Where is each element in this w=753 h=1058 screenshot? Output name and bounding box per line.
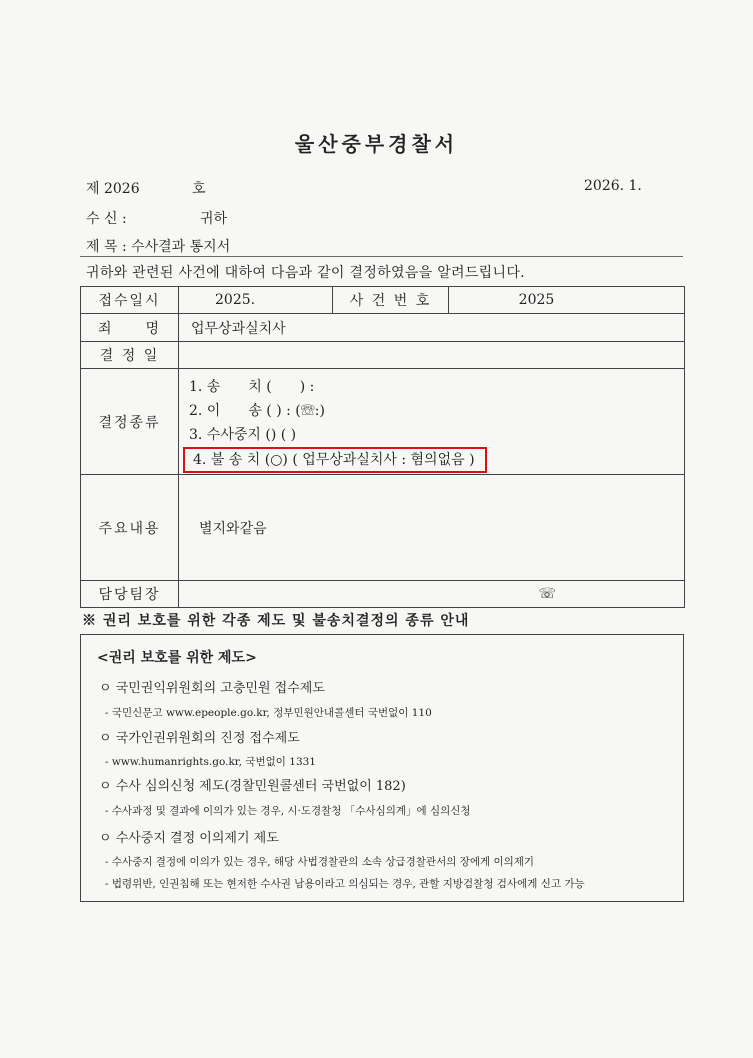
case-number-label: 사 건 번 호: [333, 287, 449, 314]
received-row: [81, 287, 685, 314]
officer-value: [179, 581, 685, 608]
section-title: ㅇ 국민권익위원회의 고충민원 접수제도: [99, 681, 325, 696]
decision-transfer-case: 2. 이 송 ( ) : (☏:): [189, 402, 325, 419]
section-title: ㅇ 국가인권위원회의 진정 접수제도: [99, 731, 300, 746]
decision-date-label: 결 정 일: [81, 342, 179, 369]
decision-suspension: 3. 수사중지 () ( ): [189, 426, 297, 443]
decision-non-referral: [189, 447, 684, 471]
decision-list: [179, 371, 684, 473]
section-detail: - 수사중지 결정에 이의가 있는 경우, 해당 사법경찰관의 소속 상급경찰관서의 장에게 이의제기: [105, 856, 535, 868]
notice-heading: ※ 권리 보호를 위한 각종 제도 및 불송치결정의 종류 안내: [82, 613, 470, 629]
received-label: 접수일시: [81, 287, 179, 314]
section-detail: - www.humanrights.go.kr, 국번없이 1331: [105, 756, 316, 768]
decision-type-row: [81, 369, 685, 475]
officer-label: 담당팀장: [81, 581, 179, 608]
charge-value: 업무상과실치사: [179, 314, 685, 342]
phone-icon: ☏: [538, 586, 556, 602]
recipient-label: 수 신 :: [86, 211, 127, 227]
main-content-value: 별지와같음: [179, 475, 685, 581]
document-number-suffix: 호: [192, 181, 206, 197]
box-heading: <권리 보호를 위한 제도>: [97, 650, 257, 666]
agency-title: 울산중부경찰서: [294, 132, 459, 156]
decision-type-label: 결정종류: [81, 369, 179, 475]
result-form-table: [80, 286, 685, 608]
decision-transfer-prosecution: 1. 송 치 ( ) :: [189, 378, 315, 395]
section-detail: - 법령위반, 인권침해 또는 현저한 수사권 남용이라고 의심되는 경우, 관할 지방검찰청 검사에게 신고 가능: [105, 878, 585, 890]
subject-divider: [80, 256, 683, 257]
case-number-value: 2025: [449, 287, 685, 314]
received-value: 2025.: [179, 287, 333, 314]
section-title: ㅇ 수사 심의신청 제도(경찰민원콜센터 국번없이 182): [99, 779, 406, 794]
decision-type-cell: [179, 369, 685, 475]
charge-label: 죄 명: [81, 314, 179, 342]
main-content-row: [81, 475, 685, 581]
section-detail: - 수사과정 및 결과에 이의가 있는 경우, 시·도경찰청 「수사심의계」에 심의신청: [105, 805, 471, 817]
subject-line: 제 목 : 수사결과 통지서: [86, 239, 231, 255]
decision-date-row: [81, 342, 685, 369]
main-content-label: 주요내용: [81, 475, 179, 581]
section-title: ㅇ 수사중지 결정 이의제기 제도: [99, 831, 279, 846]
rights-protection-box: [80, 634, 684, 902]
decision-non-referral-highlight: 4. 불 송 치 (○) ( 업무상과실치사 : 혐의없음 ): [183, 447, 487, 473]
decision-date-value: [179, 342, 685, 369]
document-number: 제 2026: [86, 181, 140, 197]
recipient-value: 귀하: [200, 211, 228, 227]
section-detail: - 국민신문고 www.epeople.go.kr, 정부민원안내콜센터 국번없이 110: [105, 707, 432, 719]
officer-row: [81, 581, 685, 608]
intro-text: 귀하와 관련된 사건에 대하여 다음과 같이 결정하였음을 알려드립니다.: [86, 265, 525, 281]
charge-row: [81, 314, 685, 342]
document-date: 2026. 1.: [584, 178, 642, 194]
